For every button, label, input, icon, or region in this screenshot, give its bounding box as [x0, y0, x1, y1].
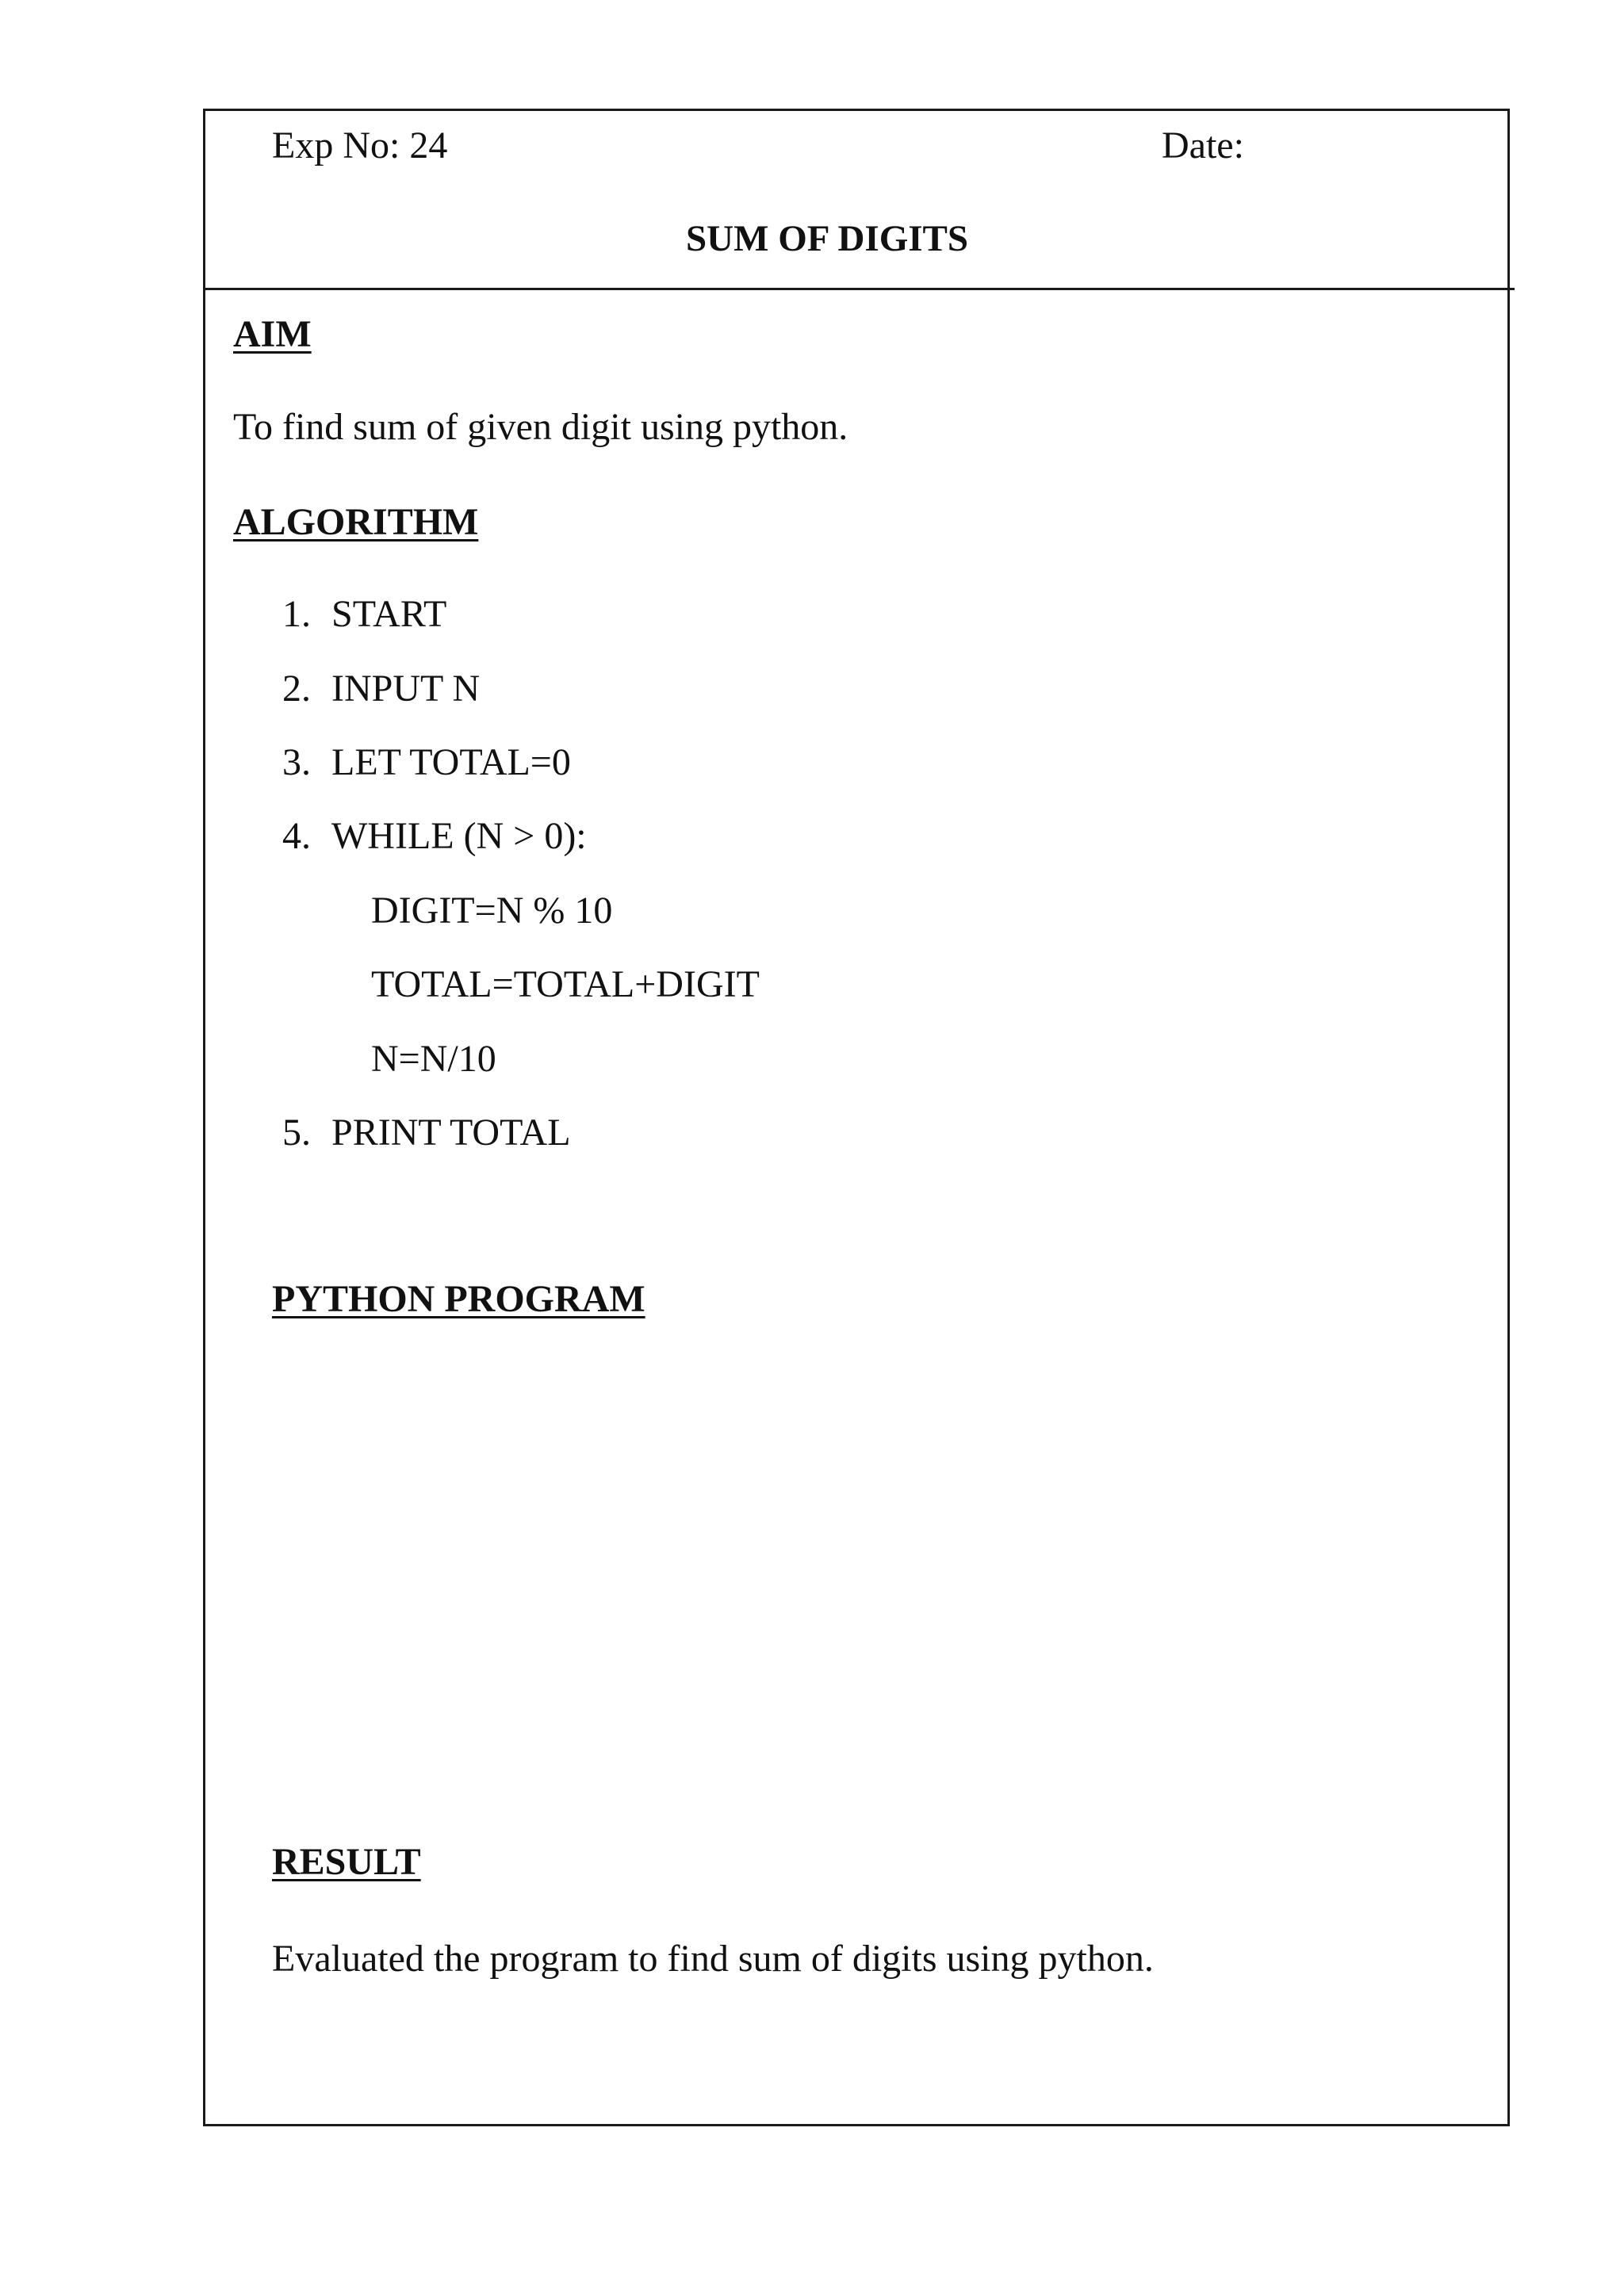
step-number: 4.	[282, 815, 311, 857]
algorithm-step	[282, 741, 571, 783]
algorithm-step	[282, 1114, 571, 1152]
result-heading: RESULT	[272, 1841, 421, 1883]
python-program-heading: PYTHON PROGRAM	[272, 1278, 645, 1320]
result-text: Evaluated the program to find sum of digits using python.	[272, 1938, 1154, 1980]
date-label: Date:	[1162, 124, 1244, 166]
step-text: INPUT N	[331, 668, 481, 710]
loop-body-line: N=N/10	[371, 1038, 496, 1080]
step-text: PRINT TOTAL	[331, 1112, 571, 1154]
loop-body-line: TOTAL=TOTAL+DIGIT	[371, 963, 760, 1005]
step-text: WHILE (N > 0):	[331, 815, 587, 857]
algorithm-step	[282, 670, 480, 708]
aim-heading: AIM	[233, 313, 312, 355]
step-text: LET TOTAL=0	[331, 741, 571, 783]
page-title: SUM OF DIGITS	[686, 218, 969, 259]
exp-number: Exp No: 24	[272, 124, 448, 166]
step-number: 5.	[282, 1112, 311, 1154]
loop-body-line: DIGIT=N % 10	[371, 890, 613, 932]
step-number: 2.	[282, 668, 311, 710]
aim-text: To find sum of given digit using python.	[233, 406, 848, 448]
step-text: START	[331, 593, 447, 635]
header-divider	[203, 288, 1515, 290]
step-number: 1.	[282, 593, 311, 635]
algorithm-step	[282, 595, 446, 633]
algorithm-heading: ALGORITHM	[233, 501, 479, 543]
step-number: 3.	[282, 741, 311, 783]
algorithm-step	[282, 817, 587, 855]
